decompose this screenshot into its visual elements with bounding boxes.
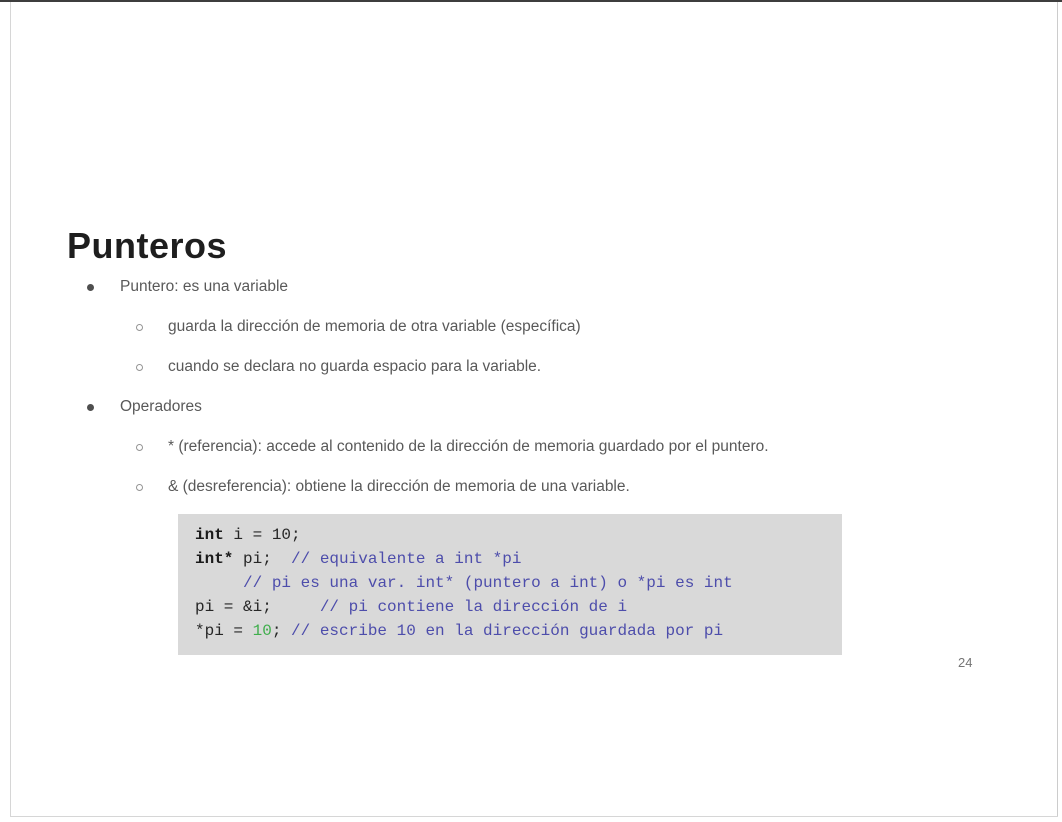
code-line-2 bbox=[195, 571, 842, 595]
code-token-comment: // escribe 10 en la dirección guardada por pi bbox=[291, 622, 724, 640]
filled-bullet-icon bbox=[87, 404, 94, 411]
bullet-list bbox=[0, 278, 1000, 518]
bullet-text: Operadores bbox=[120, 398, 202, 415]
bullet-text: * (referencia): accede al contenido de la dirección de memoria guardado por el puntero. bbox=[168, 438, 769, 455]
bullet-item-5 bbox=[0, 478, 1000, 518]
bullet-item-4 bbox=[0, 438, 1000, 478]
filled-bullet-icon bbox=[87, 284, 94, 291]
code-token-comment: // pi es una var. int* (puntero a int) o *pi es int bbox=[243, 574, 733, 592]
code-token-comment: // equivalente a int *pi bbox=[291, 550, 522, 568]
code-token-plain: i = 10; bbox=[223, 526, 301, 544]
code-token-plain: pi; bbox=[233, 550, 292, 568]
slide-title: Punteros bbox=[67, 225, 228, 267]
code-line-1 bbox=[195, 547, 842, 571]
code-token-plain: ; bbox=[271, 622, 292, 640]
hollow-bullet-icon bbox=[136, 364, 143, 371]
page-top-border bbox=[0, 0, 1062, 2]
code-token-keyword: int bbox=[195, 526, 224, 544]
bullet-item-2 bbox=[0, 358, 1000, 398]
code-block bbox=[178, 514, 842, 655]
page-number: 24 bbox=[958, 655, 973, 670]
hollow-bullet-icon bbox=[136, 484, 143, 491]
page-bottom-border bbox=[10, 816, 1058, 817]
code-token-plain bbox=[195, 574, 243, 592]
bullet-item-1 bbox=[0, 318, 1000, 358]
bullet-text: guarda la dirección de memoria de otra variable (específica) bbox=[168, 318, 581, 335]
code-line-3 bbox=[195, 595, 842, 619]
bullet-text: cuando se declara no guarda espacio para la variable. bbox=[168, 358, 542, 375]
code-line-4 bbox=[195, 619, 842, 643]
hollow-bullet-icon bbox=[136, 324, 143, 331]
bullet-item-0 bbox=[0, 278, 1000, 318]
bullet-text: & (desreferencia): obtiene la dirección de memoria de una variable. bbox=[168, 478, 630, 495]
code-line-0 bbox=[195, 523, 842, 547]
bullet-text: Puntero: es una variable bbox=[120, 278, 289, 295]
bullet-item-3 bbox=[0, 398, 1000, 438]
page-right-border bbox=[1057, 2, 1058, 817]
hollow-bullet-icon bbox=[136, 444, 143, 451]
code-token-number: 10 bbox=[252, 622, 272, 640]
code-token-plain: pi = &i; bbox=[195, 598, 320, 616]
code-token-plain: *pi = bbox=[195, 622, 253, 640]
code-token-comment: // pi contiene la dirección de i bbox=[319, 598, 628, 616]
code-token-keyword: int* bbox=[195, 550, 234, 568]
